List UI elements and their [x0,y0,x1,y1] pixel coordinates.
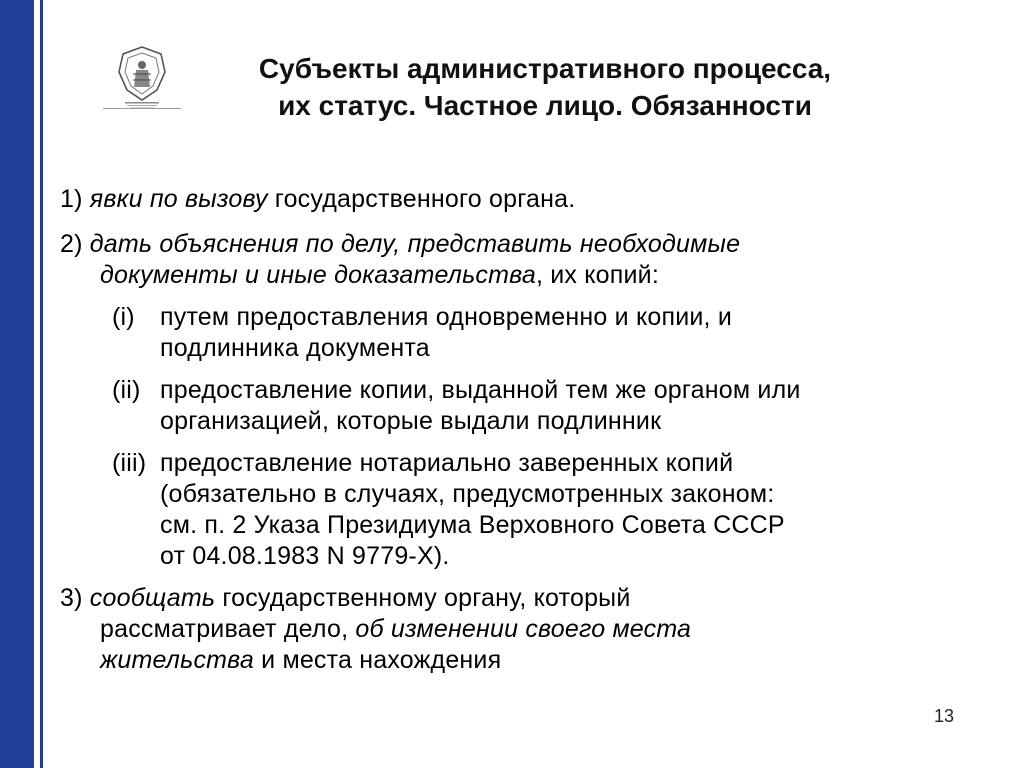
university-emblem-icon [103,44,181,110]
item-text: рассматривает дело, [100,615,356,643]
list-item-3 [60,583,960,676]
sub-item-text: (обязательно в случаях, предусмотренных законом: [160,480,775,508]
item-italic-text: явки по вызову [89,185,268,213]
item-text: , их копий: [535,261,659,289]
slide-title [195,50,895,124]
item-number: 1) [60,185,90,213]
sub-item-number: (ii) [112,376,141,404]
left-accent-bar [0,0,34,768]
sub-item-text: организацией, которые выдали подлинник [160,407,662,435]
sub-item-text: путем предоставления одновременно и копии, и [160,303,733,331]
page-number: 13 [934,706,955,726]
list-item-2 [60,229,960,291]
item-number: 2) [60,230,90,258]
item-text: государственному органу, который [215,584,631,612]
title-line-2: их статус. Частное лицо. Обязанности [278,90,812,121]
sub-item-text: см. п. 2 Указа Президиума Верховного Совета СССР [160,511,785,539]
sub-item-i [60,302,960,364]
left-accent-line [40,0,43,768]
list-item-1 [60,184,960,215]
sub-item-number: (iii) [112,449,147,477]
sub-item-text: подлинника документа [160,334,430,362]
sub-item-iii [60,448,960,572]
slide-body [60,184,960,676]
sub-item-number: (i) [112,303,135,331]
item-number: 3) [60,584,90,612]
item-italic-text: сообщать [89,584,216,612]
logo-divider [103,108,181,109]
title-line-1: Субъекты административного процесса, [258,53,832,84]
sub-item-text: от 04.08.1983 N 9779-Х). [160,542,450,570]
sub-item-text: предоставление нотариально заверенных копий [160,449,734,477]
sub-item-text: предоставление копии, выданной тем же органом или [160,376,801,404]
sub-item-ii [60,375,960,437]
item-italic-text: жительства [100,646,254,674]
item-italic-text: об изменении своего места [355,615,692,643]
item-italic-text: документы и иные доказательства [100,261,536,289]
item-text: и места нахождения [253,646,502,674]
item-text: государственного органа. [267,185,576,213]
item-italic-text: дать объяснения по делу, представить необходимые [89,230,741,258]
